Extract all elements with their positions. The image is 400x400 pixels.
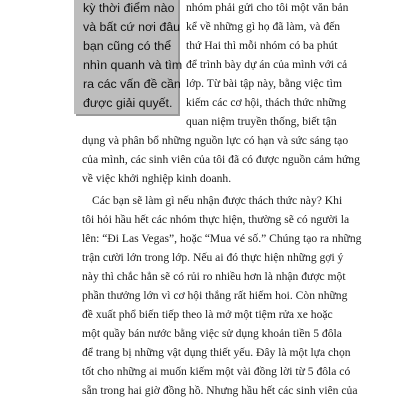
- pull-quote-line: được giải quyết.: [83, 96, 173, 110]
- body-text-line: tốt cho những ai muốn kiếm một vài đồng lời từ 5 đôla có: [82, 365, 351, 378]
- body-text-line: dụng và phân bổ những nguồn lực có hạn và sức sáng tạo: [82, 134, 349, 147]
- body-text-line: lớp. Từ bài tập này, bằng việc tìm: [186, 77, 343, 90]
- body-text-line: tôi hỏi hầu hết các nhóm thực hiện, thường sẽ có người la: [82, 213, 350, 226]
- pull-quote-line: ra các vấn đề cần: [83, 77, 181, 91]
- body-text-line: một quầy bán nước bằng việc sử dụng khoản tiền 5 đôla: [82, 327, 342, 340]
- pull-quote-line: nhìn quanh và tìm: [83, 58, 183, 72]
- body-text-line: về việc khởi nghiệp kinh doanh.: [82, 172, 232, 185]
- body-text-line: để trang bị những vật dụng thiết yếu. Đây là một lựa chọn: [82, 346, 351, 359]
- body-text-line: đề xuất phổ biến tiếp theo là mở một tiệm rửa xe hoặc: [82, 308, 333, 321]
- body-text-line: phần thưởng lớn vì cơ hội thắng rất hiếm hoi. Còn những: [82, 289, 348, 302]
- body-text-line: để trình bày dự án của mình với cả: [186, 58, 348, 71]
- body-text-line: trận cười lớn trong lớp. Nếu ai đó thực hiện những gợi ý: [82, 251, 344, 264]
- pull-quote-line: kỳ thời điểm nào: [83, 1, 175, 15]
- pull-quote-line: và bất cứ nơi đâu: [83, 20, 181, 34]
- paragraph-first-line: Các bạn sẽ làm gì nếu nhận được thách thức này? Khi: [92, 194, 343, 207]
- body-text-line: lên: “Đi Las Vegas”, hoặc “Mua vé số.” Chúng tạo ra những: [82, 232, 362, 245]
- body-text-line: sẵn trong hai giờ đồng hồ. Nhưng hầu hết các sinh viên của: [82, 384, 358, 397]
- body-text-line: nhóm phải gửi cho tôi một văn bản: [186, 1, 349, 14]
- body-text-line: kiếm các cơ hội, thách thức những: [186, 96, 347, 109]
- body-text-line: quan niệm truyền thống, biết tận: [186, 115, 337, 128]
- pull-quote-line: bạn cũng có thể: [83, 39, 172, 53]
- body-text-line: thứ Hai thì mỗi nhóm có ba phút: [186, 39, 338, 52]
- body-text-line: của mình, các sinh viên của tôi đã có được nguồn cảm hứng: [82, 153, 360, 166]
- body-text-line: kể về những gì họ đã làm, và đến: [186, 20, 341, 33]
- body-text-line: này thì chắc hẳn sẽ có rủi ro nhiều hơn là nhận được một: [82, 270, 346, 283]
